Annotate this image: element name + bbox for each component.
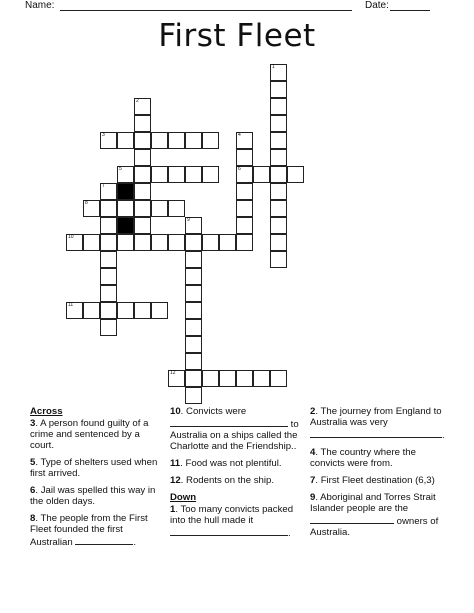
- clue-number: 8: [85, 200, 88, 206]
- answer-blank: [310, 514, 394, 524]
- clue-number: 4: [238, 132, 241, 138]
- grid-cell[interactable]: [270, 149, 287, 166]
- grid-cell[interactable]: [185, 268, 202, 285]
- grid-cell[interactable]: [100, 285, 117, 302]
- grid-cell[interactable]: [151, 200, 168, 217]
- grid-cell[interactable]: [66, 234, 83, 251]
- across-heading: Across: [30, 406, 63, 417]
- grid-cell[interactable]: [287, 166, 304, 183]
- black-cell: [117, 183, 134, 200]
- date-label: Date:: [365, 0, 389, 11]
- clue-number: 3: [102, 132, 105, 138]
- grid-cell[interactable]: [236, 370, 253, 387]
- answer-blank: [170, 526, 288, 536]
- grid-cell[interactable]: [270, 115, 287, 132]
- grid-cell[interactable]: [134, 200, 151, 217]
- clue-down-1: 1. Too many convicts packed into the hull made it .: [170, 504, 294, 539]
- grid-cell[interactable]: [270, 200, 287, 217]
- grid-cell[interactable]: [168, 370, 185, 387]
- grid-cell[interactable]: [83, 200, 100, 217]
- grid-cell[interactable]: [236, 183, 253, 200]
- grid-cell[interactable]: [202, 166, 219, 183]
- grid-cell[interactable]: [270, 217, 287, 234]
- clue-number: 2: [136, 98, 139, 104]
- name-label: Name:: [25, 0, 55, 11]
- grid-cell[interactable]: [83, 234, 100, 251]
- grid-cell[interactable]: [253, 370, 270, 387]
- grid-cell[interactable]: [151, 302, 168, 319]
- grid-cell[interactable]: [202, 370, 219, 387]
- grid-cell[interactable]: [134, 302, 151, 319]
- grid-cell[interactable]: [270, 183, 287, 200]
- clue-down-2: 2. The journey from England to Australia was very .: [310, 406, 445, 441]
- grid-cell[interactable]: [236, 166, 253, 183]
- grid-cell[interactable]: [100, 251, 117, 268]
- grid-cell[interactable]: [219, 234, 236, 251]
- grid-cell[interactable]: [168, 166, 185, 183]
- grid-cell[interactable]: [168, 132, 185, 149]
- answer-blank: [75, 535, 133, 545]
- clue-number: 11: [68, 302, 74, 308]
- grid-cell[interactable]: [100, 183, 117, 200]
- grid-cell[interactable]: [185, 251, 202, 268]
- clue-down-7: 7. First Fleet destination (6,3): [310, 475, 435, 486]
- date-field[interactable]: [390, 10, 430, 11]
- grid-cell[interactable]: [236, 149, 253, 166]
- grid-cell[interactable]: [185, 302, 202, 319]
- name-field[interactable]: [60, 10, 352, 11]
- clue-number: 7: [102, 183, 105, 189]
- answer-blank: [170, 417, 288, 427]
- grid-cell[interactable]: [236, 132, 253, 149]
- grid-cell[interactable]: [270, 234, 287, 251]
- grid-cell[interactable]: [202, 132, 219, 149]
- grid-cell[interactable]: [270, 132, 287, 149]
- grid-cell[interactable]: [117, 166, 134, 183]
- clue-number: 9: [187, 217, 190, 223]
- grid-cell[interactable]: [100, 319, 117, 336]
- grid-cell[interactable]: [134, 98, 151, 115]
- grid-cell[interactable]: [185, 217, 202, 234]
- grid-cell[interactable]: [134, 149, 151, 166]
- grid-cell[interactable]: [100, 200, 117, 217]
- clues-column-3: [310, 406, 450, 544]
- grid-cell[interactable]: [100, 217, 117, 234]
- grid-cell[interactable]: [270, 166, 287, 183]
- answer-blank: [310, 428, 442, 438]
- grid-cell[interactable]: [270, 370, 287, 387]
- grid-cell[interactable]: [134, 115, 151, 132]
- grid-cell[interactable]: [270, 64, 287, 81]
- grid-cell[interactable]: [168, 200, 185, 217]
- grid-cell[interactable]: [117, 200, 134, 217]
- clue-across-10: 10. Convicts were to Australia on a ships called the Charlotte and the Friendship..: [170, 406, 299, 452]
- grid-cell[interactable]: [100, 132, 117, 149]
- clue-number: 12: [170, 370, 176, 376]
- grid-cell[interactable]: [185, 319, 202, 336]
- grid-cell[interactable]: [236, 234, 253, 251]
- clue-number: 1: [272, 64, 275, 70]
- grid-cell[interactable]: [100, 268, 117, 285]
- clue-down-9: 9. Aboriginal and Torres Strait Islander people are the owners of Australia.: [310, 492, 439, 538]
- clues-column-2: [170, 406, 302, 545]
- grid-cell[interactable]: [117, 132, 134, 149]
- clue-down-4: 4. The country where the convicts were from.: [310, 447, 416, 469]
- grid-cell[interactable]: [236, 217, 253, 234]
- black-cell: [117, 217, 134, 234]
- clue-number: 6: [238, 166, 241, 172]
- grid-cell[interactable]: [185, 353, 202, 370]
- grid-cell[interactable]: [117, 234, 134, 251]
- grid-cell[interactable]: [202, 234, 219, 251]
- grid-cell[interactable]: [134, 132, 151, 149]
- grid-cell[interactable]: [253, 166, 270, 183]
- grid-cell[interactable]: [66, 302, 83, 319]
- clue-across-11: 11. Food was not plentiful.: [170, 458, 282, 469]
- grid-cell[interactable]: [185, 336, 202, 353]
- grid-cell[interactable]: [151, 166, 168, 183]
- page-title: First Fleet: [158, 18, 316, 54]
- clue-number: 5: [119, 166, 122, 172]
- clue-across-8: 8. The people from the First Fleet founded the first Australian .: [30, 513, 148, 548]
- clue-number: 10: [68, 234, 74, 240]
- grid-cell[interactable]: [236, 200, 253, 217]
- clue-across-5: 5. Type of shelters used when first arrived.: [30, 457, 158, 479]
- grid-cell[interactable]: [185, 387, 202, 404]
- grid-cell[interactable]: [185, 166, 202, 183]
- grid-cell[interactable]: [185, 132, 202, 149]
- grid-cell[interactable]: [270, 251, 287, 268]
- grid-cell[interactable]: [134, 183, 151, 200]
- clue-across-12: 12. Rodents on the ship.: [170, 475, 275, 486]
- down-heading: Down: [170, 492, 197, 503]
- grid-cell[interactable]: [100, 302, 117, 319]
- grid-cell[interactable]: [185, 234, 202, 251]
- grid-cell[interactable]: [134, 217, 151, 234]
- grid-cell[interactable]: [117, 302, 134, 319]
- clues-column-1: [30, 406, 160, 554]
- grid-cell[interactable]: [83, 302, 100, 319]
- grid-cell[interactable]: [185, 285, 202, 302]
- grid-cell[interactable]: [134, 234, 151, 251]
- grid-cell[interactable]: [270, 98, 287, 115]
- clue-across-6: 6. Jail was spelled this way in the olden days.: [30, 485, 156, 507]
- grid-cell[interactable]: [151, 234, 168, 251]
- grid-cell[interactable]: [100, 234, 117, 251]
- grid-cell[interactable]: [219, 370, 236, 387]
- grid-cell[interactable]: [185, 370, 202, 387]
- grid-cell[interactable]: [168, 234, 185, 251]
- grid-cell[interactable]: [151, 132, 168, 149]
- grid-cell[interactable]: [134, 166, 151, 183]
- grid-cell[interactable]: [270, 81, 287, 98]
- clue-across-3: 3. A person found guilty of a crime and sentenced by a court.: [30, 418, 149, 451]
